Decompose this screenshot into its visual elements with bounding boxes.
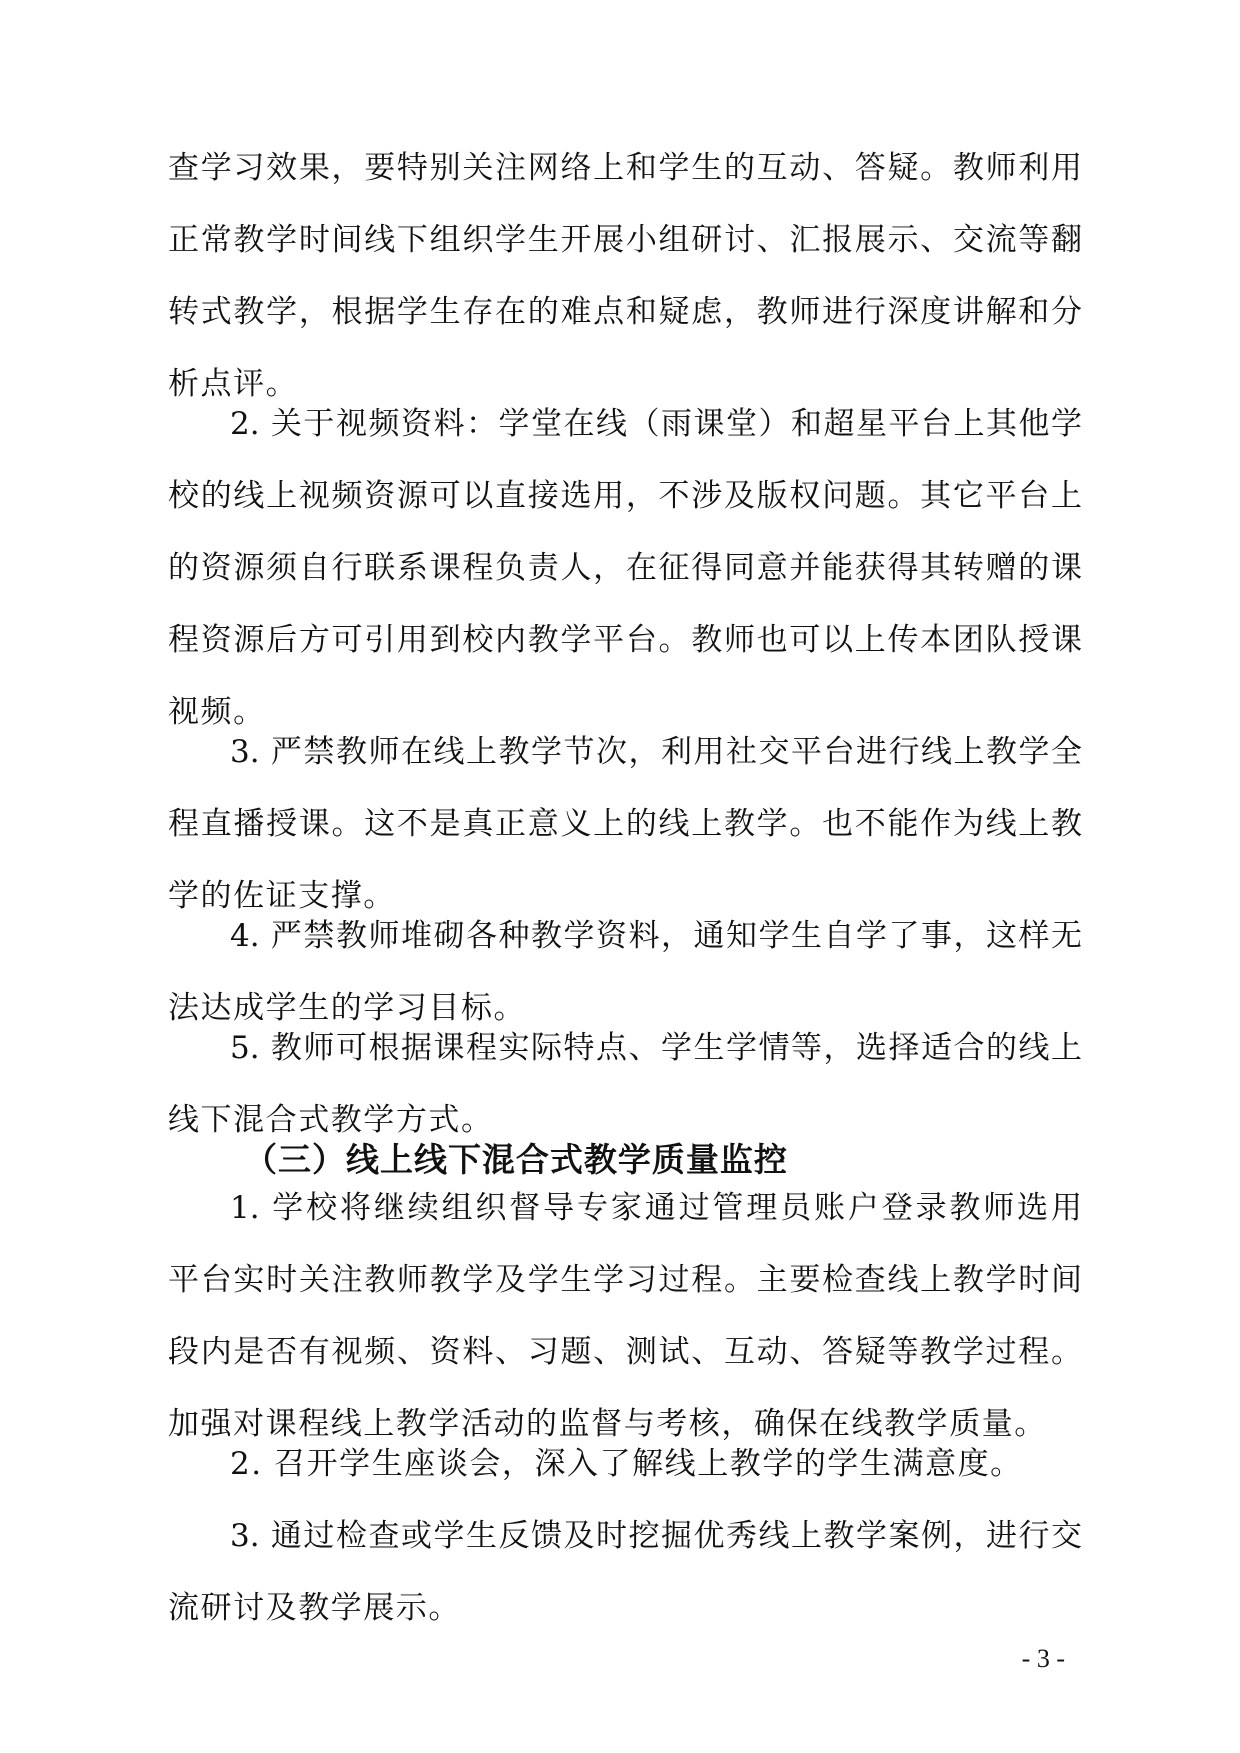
body-text-line: 5. 教师可根据课程实际特点、学生学情等，选择适合的线上	[230, 1030, 1082, 1066]
section-heading: （三）线上线下混合式教学质量监控	[244, 1140, 788, 1179]
body-text-line: 线下混合式教学方式。	[168, 1102, 494, 1138]
body-text-line: 程资源后方可引用到校内教学平台。教师也可以上传本团队授课	[168, 622, 1082, 658]
body-text-line: 的资源须自行联系课程负责人，在征得同意并能获得其转赠的课	[168, 550, 1082, 586]
body-text-line: 流研讨及教学展示。	[168, 1590, 461, 1626]
body-text-line: 查学习效果，要特别关注网络上和学生的互动、答疑。教师利用	[168, 150, 1082, 186]
body-text-line: 平台实时关注教师教学及学生学习过程。主要检查线上教学时间	[168, 1262, 1082, 1298]
body-text-line: 4. 严禁教师堆砌各种教学资料，通知学生自学了事，这样无	[230, 918, 1082, 954]
body-text-line: 段内是否有视频、资料、习题、测试、互动、答疑等教学过程。	[168, 1334, 1082, 1370]
body-text-line: 析点评。	[168, 366, 299, 402]
body-text-line: 学的佐证支撑。	[168, 878, 396, 914]
body-text-line: 1. 学校将继续组织督导专家通过管理员账户登录教师选用	[230, 1190, 1082, 1226]
body-text-line: 视频。	[168, 694, 266, 730]
body-text-line: 3. 严禁教师在线上教学节次，利用社交平台进行线上教学全	[230, 734, 1082, 770]
body-text-line: 2. 关于视频资料：学堂在线（雨课堂）和超星平台上其他学	[230, 406, 1082, 442]
body-text-line: 校的线上视频资源可以直接选用，不涉及版权问题。其它平台上	[168, 478, 1082, 514]
body-text-line: 转式教学，根据学生存在的难点和疑虑，教师进行深度讲解和分	[168, 294, 1082, 330]
body-text-line: 正常教学时间线下组织学生开展小组研讨、汇报展示、交流等翻	[168, 222, 1082, 258]
body-text-line: 程直播授课。这不是真正意义上的线上教学。也不能作为线上教	[168, 806, 1082, 842]
body-text-line: 法达成学生的学习目标。	[168, 990, 527, 1026]
page-number: - 3 -	[1021, 1644, 1065, 1673]
body-text-line: 2. 召开学生座谈会，深入了解线上教学的学生满意度。	[230, 1446, 1023, 1482]
body-text-line: 3. 通过检查或学生反馈及时挖掘优秀线上教学案例，进行交	[230, 1518, 1082, 1554]
body-text-line: 加强对课程线上教学活动的监督与考核，确保在线教学质量。	[168, 1406, 1047, 1442]
